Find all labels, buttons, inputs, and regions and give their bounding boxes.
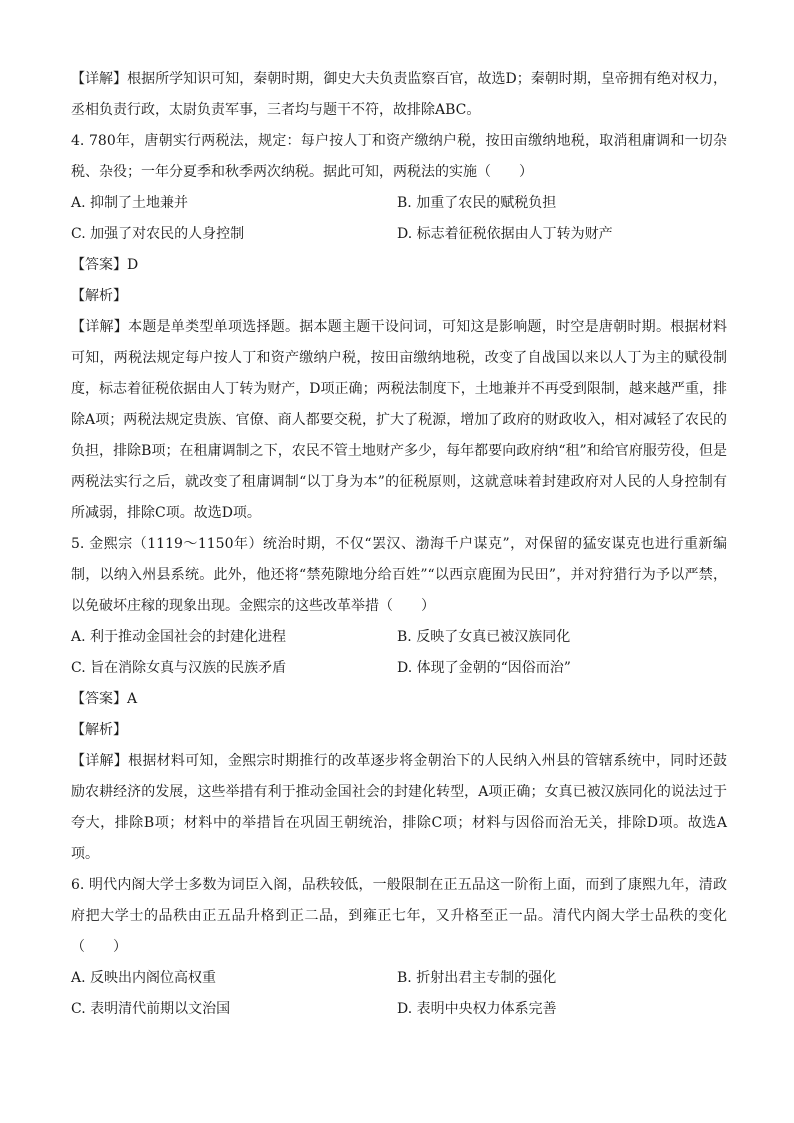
question-6-options [71,963,727,1025]
question-4-stem: 4. 780年，唐朝实行两税法，规定：每户按人丁和资产缴纳户税，按田亩缴纳地税，取消租庸调和一切杂税、杂役；一年分夏季和秋季两次纳税。据此可知，两税法的实施（ ） [71,133,727,180]
option-b: B. 加重了农民的赋税负担 [397,195,557,211]
option-c: C. 旨在消除女真与汉族的民族矛盾 [71,660,287,676]
question-4-answer [71,250,727,281]
answer-value: A [127,691,138,707]
document-page [71,64,727,1025]
detail-tag: 【详解】 [71,753,129,769]
q3-detail [71,64,727,126]
question-5-detail [71,746,727,870]
question-5-stem: 5. 金熙宗（1119～1150年）统治时期，不仅“罢汉、渤海千户谋克”，对保留的猛安谋克也进行重新编制，以纳入州县系统。此外，他还将“禁苑隙地分给百姓”“以西京鹿囿为民田”，并对狩猎行为予以严禁，以免破坏庄稼的现象出现。金熙宗的这些改革举措（ ） [71,536,727,614]
detail-text: 根据材料可知，金熙宗时期推行的改革逐步将金朝治下的人民纳入州县的管辖系统中，同时还鼓励农耕经济的发展，这些举措有利于推动金国社会的封建化转型，A项正确；女真已被汉族同化的说法过于夸大，排除B项；材料中的举措旨在巩固王朝统治，排除C项；材料与因俗而治无关，排除D项。故选A项。 [71,753,728,862]
question-5-options [71,622,727,684]
detail-text: 根据所学知识可知，秦朝时期，御史大夫负责监察百官，故选D；秦朝时期，皇帝拥有绝对权力，丞相负责行政，太尉负责军事，三者均与题干不符，故排除ABC。 [71,71,727,118]
detail-text: 本题是单类型单项选择题。据本题主题干设问词，可知这是影响题，时空是唐朝时期。根据材料可知，两税法规定每户按人丁和资产缴纳户税，按田亩缴纳地税，改变了自战国以来以人丁为主的赋役制度，标志着征税依据由人丁转为财产，D项正确；两税法制度下，土地兼并不再受到限制，越来越严重，排除A项；两税法规定贵族、官僚、商人都要交税，扩大了税源，增加了政府的财政收入，相对减轻了农民的负担，排除B项；在租庸调制之下，农民不管土地财产多少，每年都要向政府纳“租”和给官府服劳役，但是两税法实行之后，就改变了租庸调制“以丁身为本”的征税原则，这就意味着封建政府对人民的人身控制有所减弱，排除C项。故选D项。 [71,319,728,521]
option-a: A. 利于推动金国社会的封建化进程 [71,629,287,645]
option-c: C. 加强了对农民的人身控制 [71,226,245,242]
question-5-analysis-tag: 【解析】 [71,722,127,738]
question-5-answer [71,684,727,715]
question-4-analysis-tag: 【解析】 [71,288,127,304]
option-c: C. 表明清代前期以文治国 [71,1001,231,1017]
option-b: B. 折射出君主专制的强化 [397,970,557,986]
detail-tag: 【详解】 [71,71,128,87]
option-d: D. 标志着征税依据由人丁转为财产 [397,226,613,242]
answer-tag: 【答案】 [71,691,127,707]
option-d: D. 体现了金朝的“因俗而治” [397,660,571,676]
detail-tag: 【详解】 [71,319,129,335]
option-b: B. 反映了女真已被汉族同化 [397,629,571,645]
option-d: D. 表明中央权力体系完善 [397,1001,557,1017]
answer-value: D [127,257,139,273]
question-4-detail [71,312,727,529]
answer-tag: 【答案】 [71,257,127,273]
question-6-stem: 6. 明代内阁大学士多数为词臣入阁，品秩较低，一般限制在正五品这一阶衔上面，而到了康熙九年，清政府把大学士的品秩由正五品升格到正二品，到雍正七年，又升格至正一品。清代内阁大学士品秩的变化（ ） [71,877,727,955]
option-a: A. 抑制了土地兼并 [71,195,189,211]
option-a: A. 反映出内阁位高权重 [71,970,217,986]
question-4-options [71,188,727,250]
